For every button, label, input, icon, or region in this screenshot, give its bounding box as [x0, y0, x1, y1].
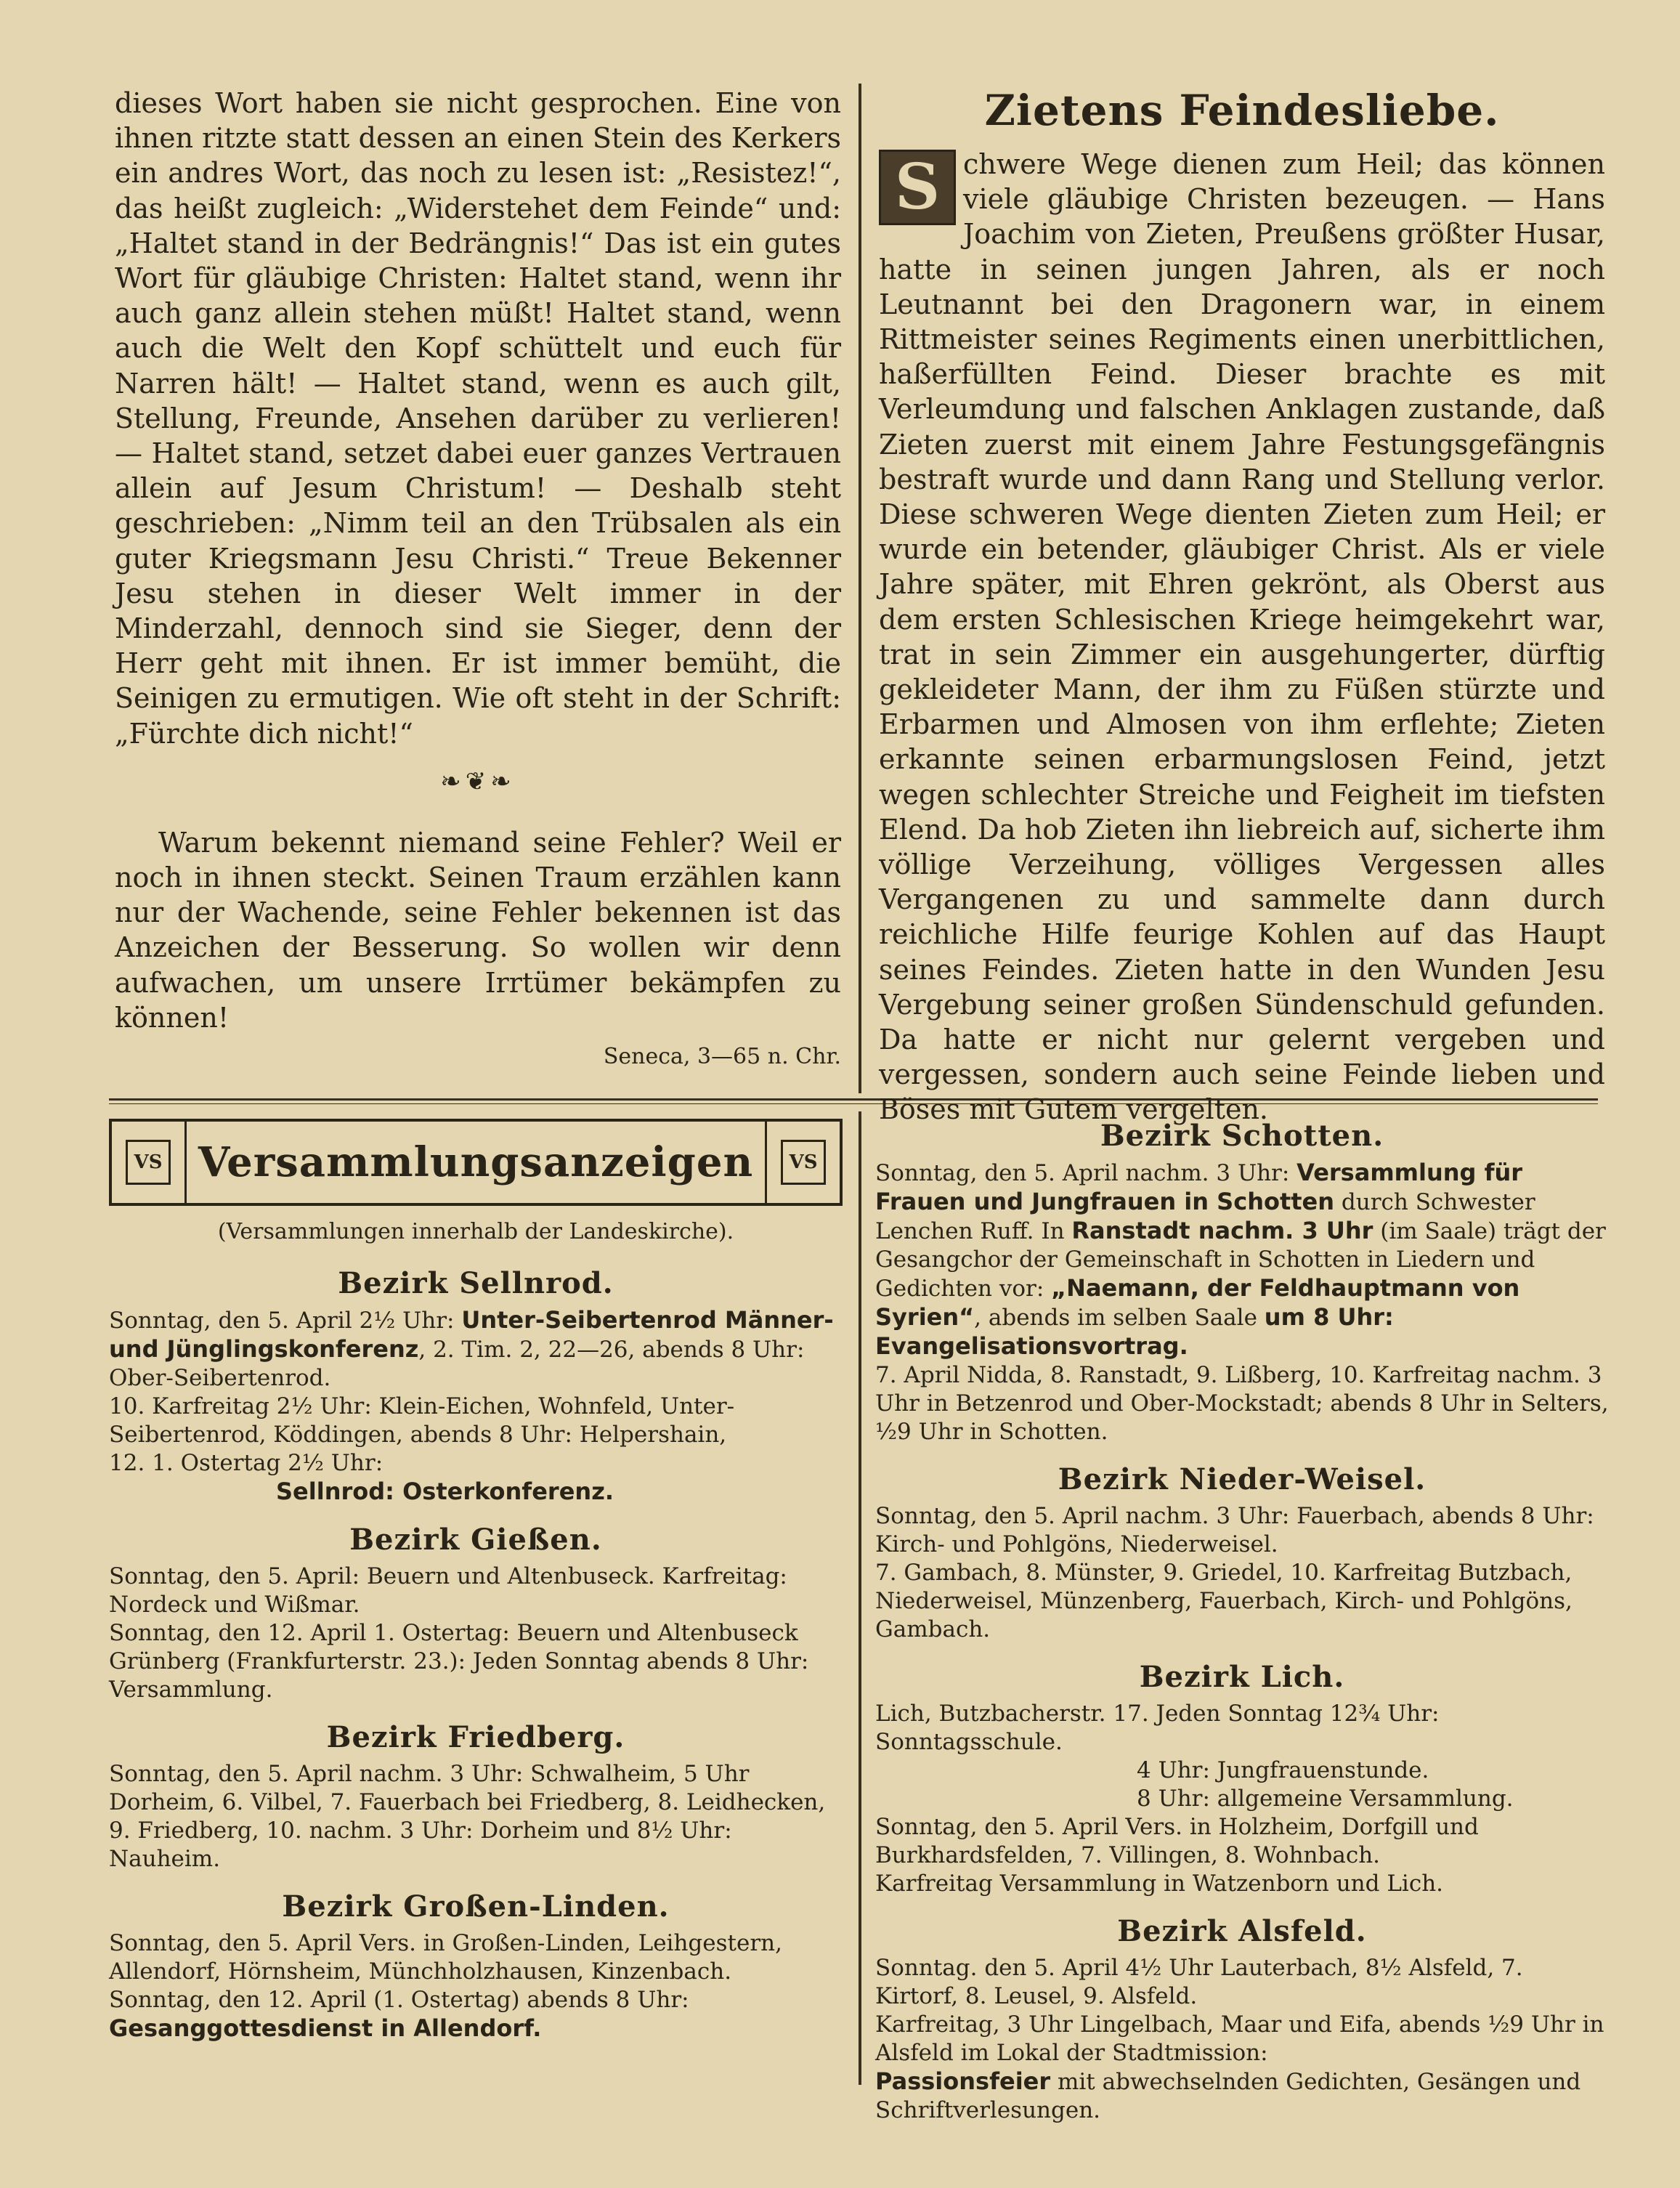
monogram-icon: VS [126, 1140, 171, 1185]
district-heading-giessen: Bezirk Gießen. [349, 1523, 602, 1557]
seneca-quote: Warum bekennt niemand seine Fehler? Weil er noch in ihnen steckt. Seinen Traum erzählen kann nur der Wachende, seine Fehler bekennen ist das Anzeichen der Besserung. So wollen wir denn aufwachen, um unsere Irrtümer bekämpfen zu können! [115, 826, 841, 1034]
announcement: 7. Gambach, 8. Münster, 9. Griedel, 10. Karfreitag Butzbach, Niederweisel, Münzenberg, Fauerbach, Kirch- und Pohlgöns, Gambach. [875, 1560, 1573, 1642]
announcement: Sonntag. den 5. April 4½ Uhr Lauterbach, 8½ Alsfeld, 7. Kirtorf, 8. Leusel, 9. Alsfeld. [875, 1955, 1523, 2009]
monogram-icon: VS [781, 1140, 826, 1185]
announcement: Sonntag, den 12. April (1. Ostertag) abends 8 Uhr: Gesanggottesdienst in Allendorf. [109, 1987, 689, 2042]
announcement: Sonntag, den 5. April 2½ Uhr: Unter-Seibertenrod Männer- und Jünglingskonferenz, 2. Tim. 2, 22—26, abends 8 Uhr: Ober-Seibertenrod. [109, 1306, 834, 1391]
column-divider-bottom [859, 1111, 861, 2085]
announcement: 10. Karfreitag 2½ Uhr: Klein-Eichen, Wohnfeld, Unter-Seibertenrod, Köddingen, abends 8 Uhr: Helpershain, [109, 1393, 735, 1448]
announcement: Sonntag, den 12. April 1. Ostertag: Beuern und Altenbuseck [109, 1620, 798, 1646]
announcement: 12. 1. Ostertag 2½ Uhr: [109, 1450, 384, 1476]
banner-subtitle: (Versammlungen innerhalb der Landeskirche). [217, 1219, 734, 1244]
district-heading-grossen-linden: Bezirk Großen-Linden. [282, 1889, 670, 1924]
announcement: Karfreitag, 3 Uhr Lingelbach, Maar und Eifa, abends ½9 Uhr in Alsfeld im Lokal der Stadtmission: [875, 2011, 1604, 2066]
announcements-right [875, 1119, 1609, 2125]
announcement: Karfreitag Versammlung in Watzenborn und Lich. [875, 1871, 1444, 1897]
district-heading-friedberg: Bezirk Friedberg. [326, 1720, 625, 1754]
district-heading-nieder-weisel: Bezirk Nieder-Weisel. [1058, 1462, 1427, 1496]
article-body [879, 147, 1605, 1127]
announcement: Sonntag, den 5. April nachm. 3 Uhr: Versammlung für Frauen und Jungfrauen in Schotten durch Schwester Lenchen Ruff. In Ranstadt nachm. 3 Uhr (im Saale) trägt der Gesangchor der Gemeinschaft in Schotten in Liedern und Gedichten vor: „Naemann, der Feldhauptmann von Syrien“, abends im selben Saale um 8 Uhr: Evangelisationsvortrag. [875, 1159, 1606, 1360]
banner-ornament-left [112, 1122, 187, 1203]
article-title: Zietens Feindesliebe. [984, 86, 1500, 135]
announcement: 7. April Nidda, 8. Ranstadt, 9. Lißberg, 10. Karfreitag nachm. 3 Uhr in Betzenrod und Ober-Mockstadt; abends 8 Uhr in Selters, ½9 Uhr in Schotten. [875, 1362, 1609, 1445]
announcement: Sonntag, den 5. April nachm. 3 Uhr: Schwalheim, 5 Uhr Dorheim, 6. Vilbel, 7. Fauerbach bei Friedberg, 8. Leidhecken, 9. Friedberg, 10. nachm. 3 Uhr: Dorheim und 8½ Uhr: Nauheim. [109, 1761, 826, 1872]
announcement: Lich, Butzbacherstr. 17. Jeden Sonntag 12¾ Uhr: Sonntagsschule. [875, 1701, 1440, 1755]
announcements-banner [109, 1119, 843, 1206]
announcement: Passionsfeier mit abwechselnden Gedichten, Gesängen und Schriftverlesungen. [875, 2067, 1581, 2123]
announcement: Sonntag, den 5. April Vers. in Großen-Linden, Leihgestern, Allendorf, Hörnsheim, Münchholzhausen, Kinzenbach. [109, 1930, 782, 1985]
column-divider-top [859, 84, 861, 1093]
district-heading-schotten: Bezirk Schotten. [1100, 1119, 1384, 1153]
announcements-left [109, 1119, 843, 2043]
announcement: Grünberg (Frankfurterstr. 23.): Jeden Sonntag abends 8 Uhr: Versammlung. [109, 1648, 809, 1703]
district-heading-lich: Bezirk Lich. [1139, 1660, 1345, 1694]
zieten-article [879, 86, 1605, 1127]
announcement-highlight: Sellnrod: Osterkonferenz. [276, 1478, 614, 1505]
announcement: Sonntag, den 5. April nachm. 3 Uhr: Fauerbach, abends 8 Uhr: Kirch- und Pohlgöns, Niederweisel. [875, 1503, 1594, 1557]
announcement: Sonntag, den 5. April Vers. in Holzheim, Dorfgill und Burkhardsfelden, 7. Villingen, 8. Wohnbach. [875, 1814, 1479, 1868]
article-text: chwere Wege dienen zum Heil; das können viele gläubige Christen bezeugen. — Hans Joachim von Zieten, Preußens größter Husar, hatte in seinen jungen Jahren, als er noch Leutnannt bei den Dragonern war, in einem Rittmeister seines Regiments einen unerbittlichen, haßerfüllten Feind. Dieser brachte es mit Verleumdung und falschen Anklagen zustande, daß Zieten zuerst mit einem Jahre Festungsgefängnis bestraft wurde und dann Rang und Stellung verlor. Diese schweren Wege dienten Zieten zum Heil; er wurde ein betender, gläubiger Christ. Als er viele Jahre später, mit Ehren gekrönt, als Oberst aus dem ersten Schlesischen Kriege heimgekehrt war, trat in sein Zimmer ein ausgehungerter, dürftig gekleideter Mann, der ihm zu Füßen stürzte und Erbarmen und Almosen von ihm erflehte; Zieten erkannte seinen erbarmungslosen Feind, jetzt wegen schlechter Streiche und Feigheit im tiefsten Elend. Da hob Zieten ihn liebreich auf, sicherte ihm völlige Verzeihung, völliges Vergessen alles Vergangenen zu und sammelte dann durch reichliche Hilfe feurige Kohlen auf das Haupt seines Feindes. Zieten hatte in den Wunden Jesu Vergebung seiner großen Sündenschuld gefunden. Da hatte er nicht nur gelernt vergeben und vergessen, sondern auch seine Feinde lieben und Böses mit Gutem vergelten. [879, 148, 1605, 1126]
district-heading-sellnrod: Bezirk Sellnrod. [338, 1266, 614, 1300]
quote-source: Seneca, 3—65 n. Chr. [603, 1044, 841, 1070]
drop-cap: S [879, 150, 956, 225]
article-continuation [115, 86, 841, 1069]
announcement: Sonntag, den 5. April: Beuern und Altenbuseck. Karfreitag: Nordeck und Wißmar. [109, 1563, 787, 1618]
announcement: 8 Uhr: allgemeine Versammlung. [1137, 1786, 1514, 1812]
announcement: 4 Uhr: Jungfrauenstunde. [1137, 1757, 1429, 1783]
district-heading-alsfeld: Bezirk Alsfeld. [1117, 1914, 1367, 1948]
banner-ornament-right [765, 1122, 840, 1203]
banner-title: Versammlungsanzeigen [198, 1138, 754, 1186]
ornament-divider: ❧❦❧ [440, 766, 516, 796]
article-paragraph: dieses Wort haben sie nicht gesprochen. Eine von ihnen ritzte statt dessen an einen Stein des Kerkers ein andres Wort, das noch zu lesen ist: „Resistez!“, das heißt zugleich: „Widerstehet dem Feinde“ und: „Haltet stand in der Bedrängnis!“ Das ist ein gutes Wort für gläubige Christen: Haltet stand, wenn ihr auch ganz allein stehen müßt! Haltet stand, wenn auch die Welt den Kopf schüttelt und euch für Narren hält! — Haltet stand, wenn es auch gilt, Stellung, Freunde, Ansehen darüber zu verlieren! — Haltet stand, setzet dabei euer ganzes Vertrauen allein auf Jesum Christum! — Deshalb steht geschrieben: „Nimm teil an den Trübsalen als ein guter Kriegsmann Jesu Christi.“ Treue Bekenner Jesu stehen in dieser Welt immer in der Minderzahl, dennoch sind sie Sieger, denn der Herr geht mit ihnen. Er ist immer bemüht, die Seinigen zu ermutigen. Wie oft steht in der Schrift: „Fürchte dich nicht!“ [115, 87, 841, 750]
